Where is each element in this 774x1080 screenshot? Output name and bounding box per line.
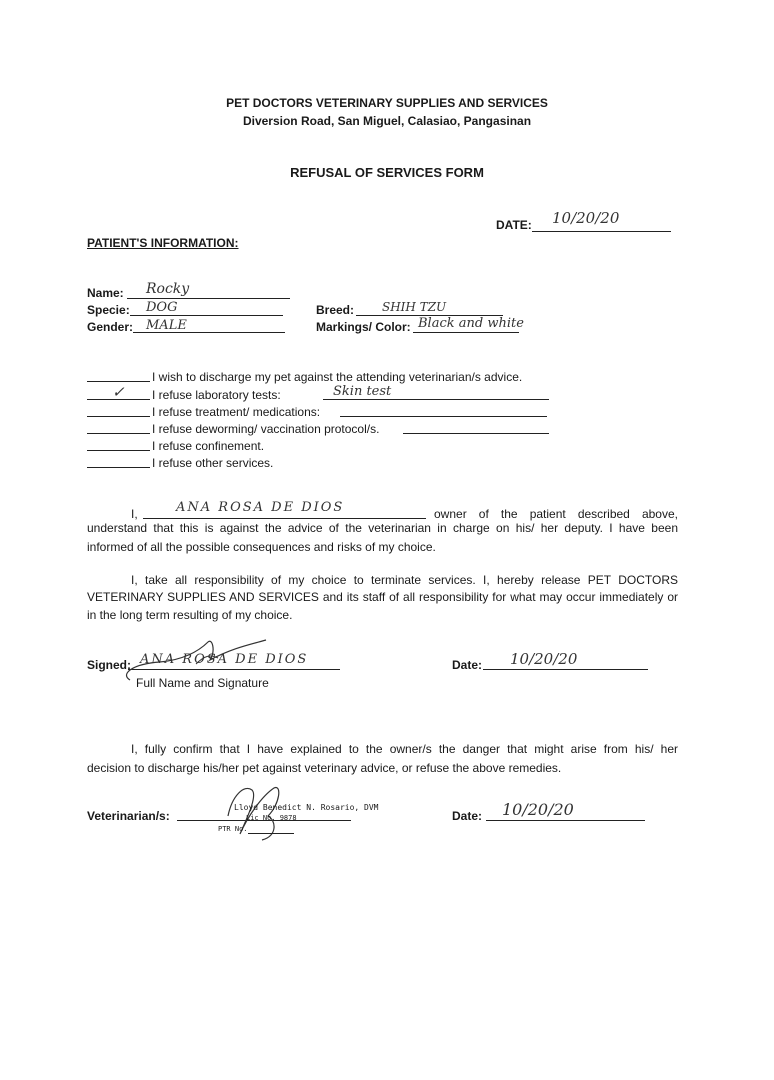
name-value[interactable]: Rocky bbox=[146, 281, 190, 297]
refusal-detail-line-2 bbox=[323, 399, 549, 400]
vet-date-label: Date: bbox=[452, 809, 483, 823]
company-address: Diversion Road, San Miguel, Calasiao, Pangasinan bbox=[242, 114, 532, 128]
refusal-item-2: I refuse laboratory tests: bbox=[152, 388, 281, 402]
specie-value[interactable]: DOG bbox=[146, 300, 178, 315]
signed-value[interactable]: ANA ROSA DE DIOS bbox=[140, 652, 309, 667]
checkbox-line-5[interactable] bbox=[87, 450, 150, 451]
refusal-item-6: I refuse other services. bbox=[152, 456, 274, 470]
release-statement-line2: VETERINARY SUPPLIES AND SERVICES and its staff of all responsibility for what may occur immediately or bbox=[87, 590, 678, 604]
name-label: Name: bbox=[87, 286, 124, 300]
breed-value[interactable]: SHIH TZU bbox=[382, 300, 447, 314]
vet-stamp-license: Lic No. 9878 bbox=[246, 814, 297, 822]
gender-value[interactable]: MALE bbox=[146, 318, 187, 333]
date-label: DATE: bbox=[496, 218, 532, 232]
signature-caption: Full Name and Signature bbox=[136, 676, 269, 690]
markings-label: Markings/ Color: bbox=[316, 320, 411, 334]
name-line bbox=[127, 298, 290, 299]
owner-name-line bbox=[143, 518, 426, 519]
owner-statement-line2: understand that this is against the advice of the veterinarian in charge on his/ her deputy. I have been bbox=[87, 521, 678, 535]
specie-label: Specie: bbox=[87, 303, 130, 317]
owner-date-label: Date: bbox=[452, 658, 483, 672]
vet-stamp-ptr: PTR No. bbox=[218, 825, 248, 833]
owner-date-line bbox=[483, 669, 648, 670]
release-statement-line1: I, take all responsibility of my choice to terminate services. I, hereby release PET DOCTORS bbox=[131, 573, 678, 587]
refusal-item-1: I wish to discharge my pet against the attending veterinarian/s advice. bbox=[152, 370, 523, 384]
release-statement-line3: in the long term resulting of my choice. bbox=[87, 608, 293, 622]
refusal-item-4: I refuse deworming/ vaccination protocol/s. bbox=[152, 422, 380, 436]
refusal-item-5: I refuse confinement. bbox=[152, 439, 265, 453]
checkbox-line-1[interactable] bbox=[87, 381, 150, 382]
refusal-detail-line-3 bbox=[340, 416, 547, 417]
vet-stamp-name: Lloyd Benedict N. Rosario, DVM bbox=[234, 803, 379, 812]
refusal-detail-2[interactable]: Skin test bbox=[333, 384, 392, 399]
signed-label: Signed: bbox=[87, 658, 131, 672]
markings-line bbox=[413, 332, 519, 333]
markings-value[interactable]: Black and white bbox=[418, 316, 524, 331]
owner-name[interactable]: ANA ROSA DE DIOS bbox=[176, 500, 345, 515]
veterinarian-label: Veterinarian/s: bbox=[87, 809, 170, 823]
vet-statement-line1: I, fully confirm that I have explained to the owner/s the danger that might arise from his/ her bbox=[131, 742, 678, 756]
date-value[interactable]: 10/20/20 bbox=[552, 209, 620, 227]
checkbox-line-3[interactable] bbox=[87, 416, 150, 417]
checkbox-line-6[interactable] bbox=[87, 467, 150, 468]
owner-statement-line1: owner of the patient described above, bbox=[434, 507, 678, 521]
refusal-item-3: I refuse treatment/ medications: bbox=[152, 405, 321, 419]
patient-section-title: PATIENT'S INFORMATION: bbox=[87, 236, 239, 250]
vet-date-line bbox=[486, 820, 645, 821]
breed-label: Breed: bbox=[316, 303, 355, 317]
refusal-detail-line-4 bbox=[403, 433, 549, 434]
check-mark-2: ✓ bbox=[112, 383, 125, 401]
vet-date-value[interactable]: 10/20/20 bbox=[502, 800, 574, 819]
owner-statement-prefix: I, bbox=[131, 507, 138, 521]
vet-statement-line2: decision to discharge his/her pet against veterinary advice, or refuse the above remedies. bbox=[87, 761, 562, 775]
date-line bbox=[532, 231, 671, 232]
specie-line bbox=[130, 315, 283, 316]
owner-statement-line3: informed of all the possible consequences and risks of my choice. bbox=[87, 540, 436, 554]
vet-ptr-line bbox=[248, 833, 294, 834]
form-title: REFUSAL OF SERVICES FORM bbox=[290, 165, 484, 180]
checkbox-line-4[interactable] bbox=[87, 433, 150, 434]
owner-date-value[interactable]: 10/20/20 bbox=[510, 650, 578, 668]
company-name: PET DOCTORS VETERINARY SUPPLIES AND SERVICES bbox=[226, 96, 548, 110]
gender-label: Gender: bbox=[87, 320, 134, 334]
